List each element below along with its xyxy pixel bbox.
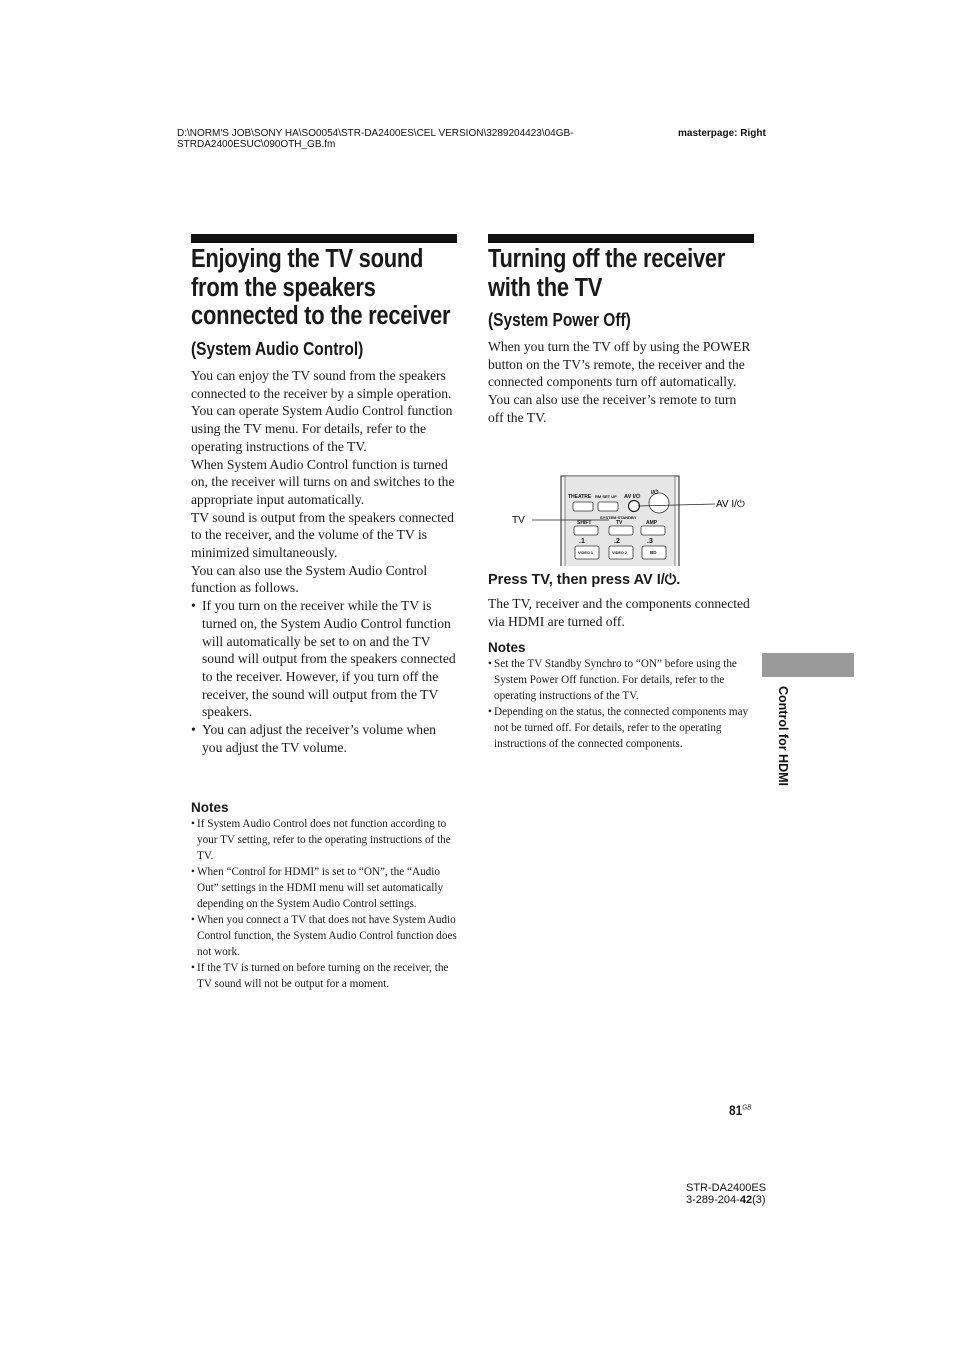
left-bullet-2: • You can adjust the receiver’s volume when you adjust the TV volume. <box>191 721 457 756</box>
right-title-line2: with the TV <box>488 273 603 302</box>
left-notes <box>191 800 457 992</box>
left-paragraph-1: You can enjoy the TV sound from the speakers connected to the receiver by a simple operation. <box>191 368 452 401</box>
rm-set-up-button <box>598 502 618 511</box>
remote-illustration <box>505 470 755 566</box>
left-body <box>191 367 457 756</box>
left-notes-list <box>191 816 457 992</box>
right-paragraph-2: You can also use the receiver’s remote to turn off the TV. <box>488 392 737 425</box>
right-body <box>488 338 754 427</box>
left-paragraph-3: When System Audio Control function is turned on, the receiver will turns on and switches to the appropriate input automatically. <box>191 456 455 507</box>
left-notes-heading: Notes <box>191 800 229 815</box>
left-note-2: • When “Control for HDMI” is set to “ON”, the “Audio Out” settings in the HDMI menu will set automatically depending on the System Audio Control settings. <box>191 864 457 912</box>
right-note-2: • Depending on the status, the connected components may not be turned off. For details, refer to the operating instructions of the connected components. <box>488 704 754 752</box>
footer-code <box>686 1182 766 1206</box>
label-amp: AMP <box>646 520 658 526</box>
label-theatre: THEATRE <box>568 494 592 500</box>
diagram-label-av: AV I/⏻ <box>716 499 745 510</box>
left-title-line3: connected to the receiver <box>191 302 451 330</box>
footer-code-suffix: (3) <box>752 1194 766 1206</box>
header-path <box>177 128 574 150</box>
label-key-3: .3 <box>647 538 653 545</box>
header-path-line2: STRDA2400ESUC\090OTH_GB.fm <box>177 139 336 150</box>
left-title-line1: Enjoying the TV sound <box>191 245 424 273</box>
left-paragraph-5: You can also use the System Audio Control function as follows. <box>191 562 428 596</box>
left-paragraph-2: You can operate System Audio Control function using the TV menu. For details, refer to the operating instructions of the TV. <box>191 403 453 454</box>
right-paragraph-1: When you turn the TV off by using the POWER button on the TV’s remote, the receiver and the connected components turn off automatically. <box>488 339 751 390</box>
footer-part-number <box>686 1194 766 1206</box>
label-power: I/⏻ <box>651 490 659 496</box>
left-note-1: • If System Audio Control does not function according to your TV setting, refer to the operating instructions of the TV. <box>191 816 457 864</box>
label-video1: VIDEO 1 <box>578 551 593 555</box>
label-tv: TV <box>616 520 623 526</box>
right-notes <box>488 640 754 752</box>
right-note-1: • Set the TV Standby Synchro to “ON” before using the System Power Off function. For details, refer to the operating instructions of the TV. <box>488 656 754 704</box>
diagram-label-tv: TV <box>512 515 525 526</box>
left-bullet-1: • If you turn on the receiver while the TV is turned on, the System Audio Control function will automatically be set to on and the TV sound will output from the speakers connected to the receiver. However, if you turn off the receiver, the sound will output from the TV speakers. <box>191 597 457 721</box>
section-rule-left <box>191 234 457 243</box>
footer-code-prefix: 3-289-204- <box>686 1194 740 1206</box>
remote-diagram <box>505 470 755 566</box>
tv-button <box>609 526 633 535</box>
side-tab-marker <box>762 653 854 677</box>
page-number-value: 81 <box>729 1102 743 1118</box>
header-masterpage: masterpage: Right <box>678 128 766 139</box>
amp-button <box>641 526 665 535</box>
left-bullet-list <box>191 597 457 756</box>
label-bd: BD <box>650 550 657 555</box>
footer-model: STR-DA2400ES <box>686 1182 767 1194</box>
theatre-button <box>573 502 593 511</box>
right-subtitle: (System Power Off) <box>488 310 631 330</box>
right-notes-heading: Notes <box>488 640 526 655</box>
right-title <box>488 245 764 302</box>
right-title-line1: Turning off the receiver <box>488 245 726 273</box>
left-title-line2: from the speakers <box>191 273 376 302</box>
left-note-3: • When you connect a TV that does not have System Audio Control function, the System Audio Control function does not work. <box>191 912 457 960</box>
label-shift: SHIFT <box>577 520 592 526</box>
section-rule-right <box>488 234 754 243</box>
power-button <box>649 493 669 513</box>
right-notes-list <box>488 656 754 752</box>
label-av-power: AV I/⏻ <box>624 494 641 500</box>
left-subtitle: (System Audio Control) <box>191 339 364 359</box>
page-number-suffix: GB <box>742 1102 752 1112</box>
label-video2: VIDEO 2 <box>612 551 627 555</box>
left-paragraph-4: TV sound is output from the speakers connected to the receiver, and the volume of the TV is minimized simultaneously. <box>191 509 454 561</box>
label-system-standby: SYSTEM STANDBY <box>600 515 637 520</box>
step-result: The TV, receiver and the components connected via HDMI are turned off. <box>488 596 750 629</box>
label-key-2: .2 <box>614 538 620 545</box>
header-path-line1: D:\NORM'S JOB\SONY HA\SO0054\STR-DA2400ES\CEL VERSION\3289204423\04GB- <box>177 128 574 139</box>
label-key-1: .1 <box>579 538 585 545</box>
av-power-button <box>629 501 640 512</box>
step-instruction: Press TV, then press AV I/⏻. <box>488 572 681 588</box>
label-rm-set-up: RM SET UP <box>595 494 617 499</box>
footer-code-bold: 42 <box>739 1194 753 1206</box>
shift-button <box>574 526 598 535</box>
left-title <box>191 245 492 331</box>
left-note-4: • If the TV is turned on before turning on the receiver, the TV sound will not be output for a moment. <box>191 960 457 992</box>
page-number <box>729 1102 751 1118</box>
side-tab-label: Control for HDMI <box>776 686 790 786</box>
